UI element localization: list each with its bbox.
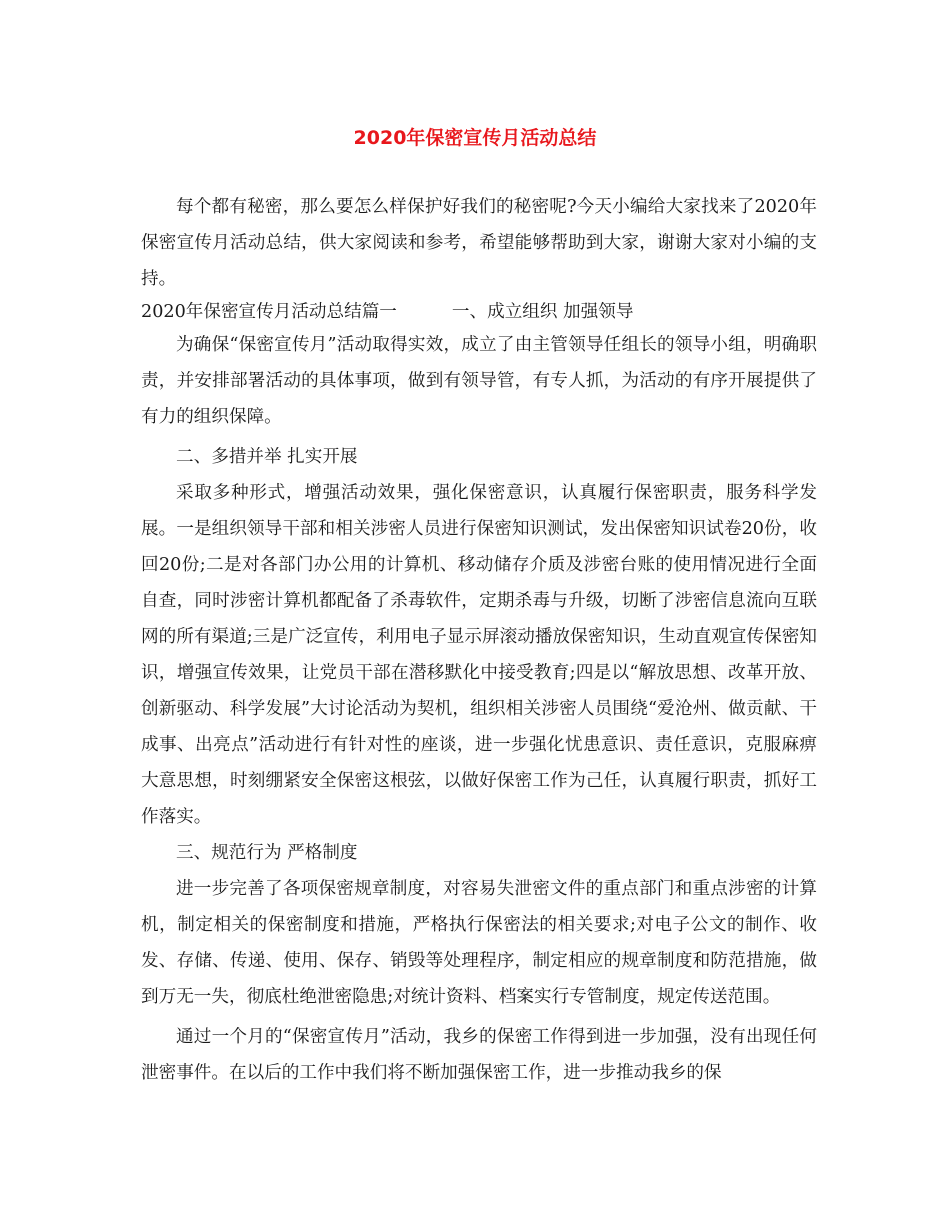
- section1-heading: 一、成立组织 加强领导: [451, 302, 634, 322]
- intro-paragraph: 每个都有秘密，那么要怎么样保护好我们的秘密呢?今天小编给大家找来了2020年保密宣传月活动总结，供大家阅读和参考，希望能够帮助到大家，谢谢大家对小编的支持。: [141, 197, 817, 289]
- section3-heading: 三、规范行为 严格制度: [176, 843, 358, 863]
- section3-paragraph: 进一步完善了各项保密规章制度，对容易失泄密文件的重点部门和重点涉密的计算机，制定相关的保密制度和措施，严格执行保密法的相关要求;对电子公文的制作、收发、存储、传递、使用、保存、销毁等处理程序，制定相应的规章制度和防范措施，做到万无一失，彻底杜绝泄密隐患;对统计资料、档案实行专管制度，规定传送范围。: [141, 879, 817, 1007]
- conclusion-paragraph: 通过一个月的“保密宣传月”活动，我乡的保密工作得到进一步加强，没有出现任何泄密事件。在以后的工作中我们将不断加强保密工作，进一步推动我乡的保: [141, 1027, 817, 1083]
- section2-paragraph: 采取多种形式，增强活动效果，强化保密意识，认真履行保密职责，服务科学发展。一是组织领导干部和相关涉密人员进行保密知识测试，发出保密知识试卷20份，收回20份;二是对各部门办公用的计算机、移动储存介质及涉密台账的使用情况进行全面自查，同时涉密计算机都配备了杀毒软件，定期杀毒与升级，切断了涉密信息流向互联网的所有渠道;三是广泛宣传，利用电子显示屏滚动播放保密知识，生动直观宣传保密知识，增强宣传效果，让党员干部在潜移默化中接受教育;四是以“解放思想、改革开放、创新驱动、科学发展”大讨论活动为契机，组织相关涉密人员围绕“爱沧州、做贡献、干成事、出亮点”活动进行有针对性的座谈，进一步强化忧患意识、责任意识，克服麻痹大意思想，时刻绷紧安全保密这根弦，以做好保密工作为己任，认真履行职责，抓好工作落实。: [141, 483, 817, 827]
- document-title: 2020年保密宣传月活动总结: [353, 127, 597, 149]
- part-title: 2020年保密宣传月活动总结篇一: [141, 302, 397, 322]
- part-heading-line: [141, 297, 817, 327]
- section1-paragraph: 为确保“保密宣传月”活动取得实效，成立了由主管领导任组长的领导小组，明确职责，并安排部署活动的具体事项，做到有领导管，有专人抓，为活动的有序开展提供了有力的组织保障。: [141, 335, 817, 427]
- section2-heading: 二、多措并举 扎实开展: [176, 447, 358, 467]
- document-body: [141, 189, 817, 1091]
